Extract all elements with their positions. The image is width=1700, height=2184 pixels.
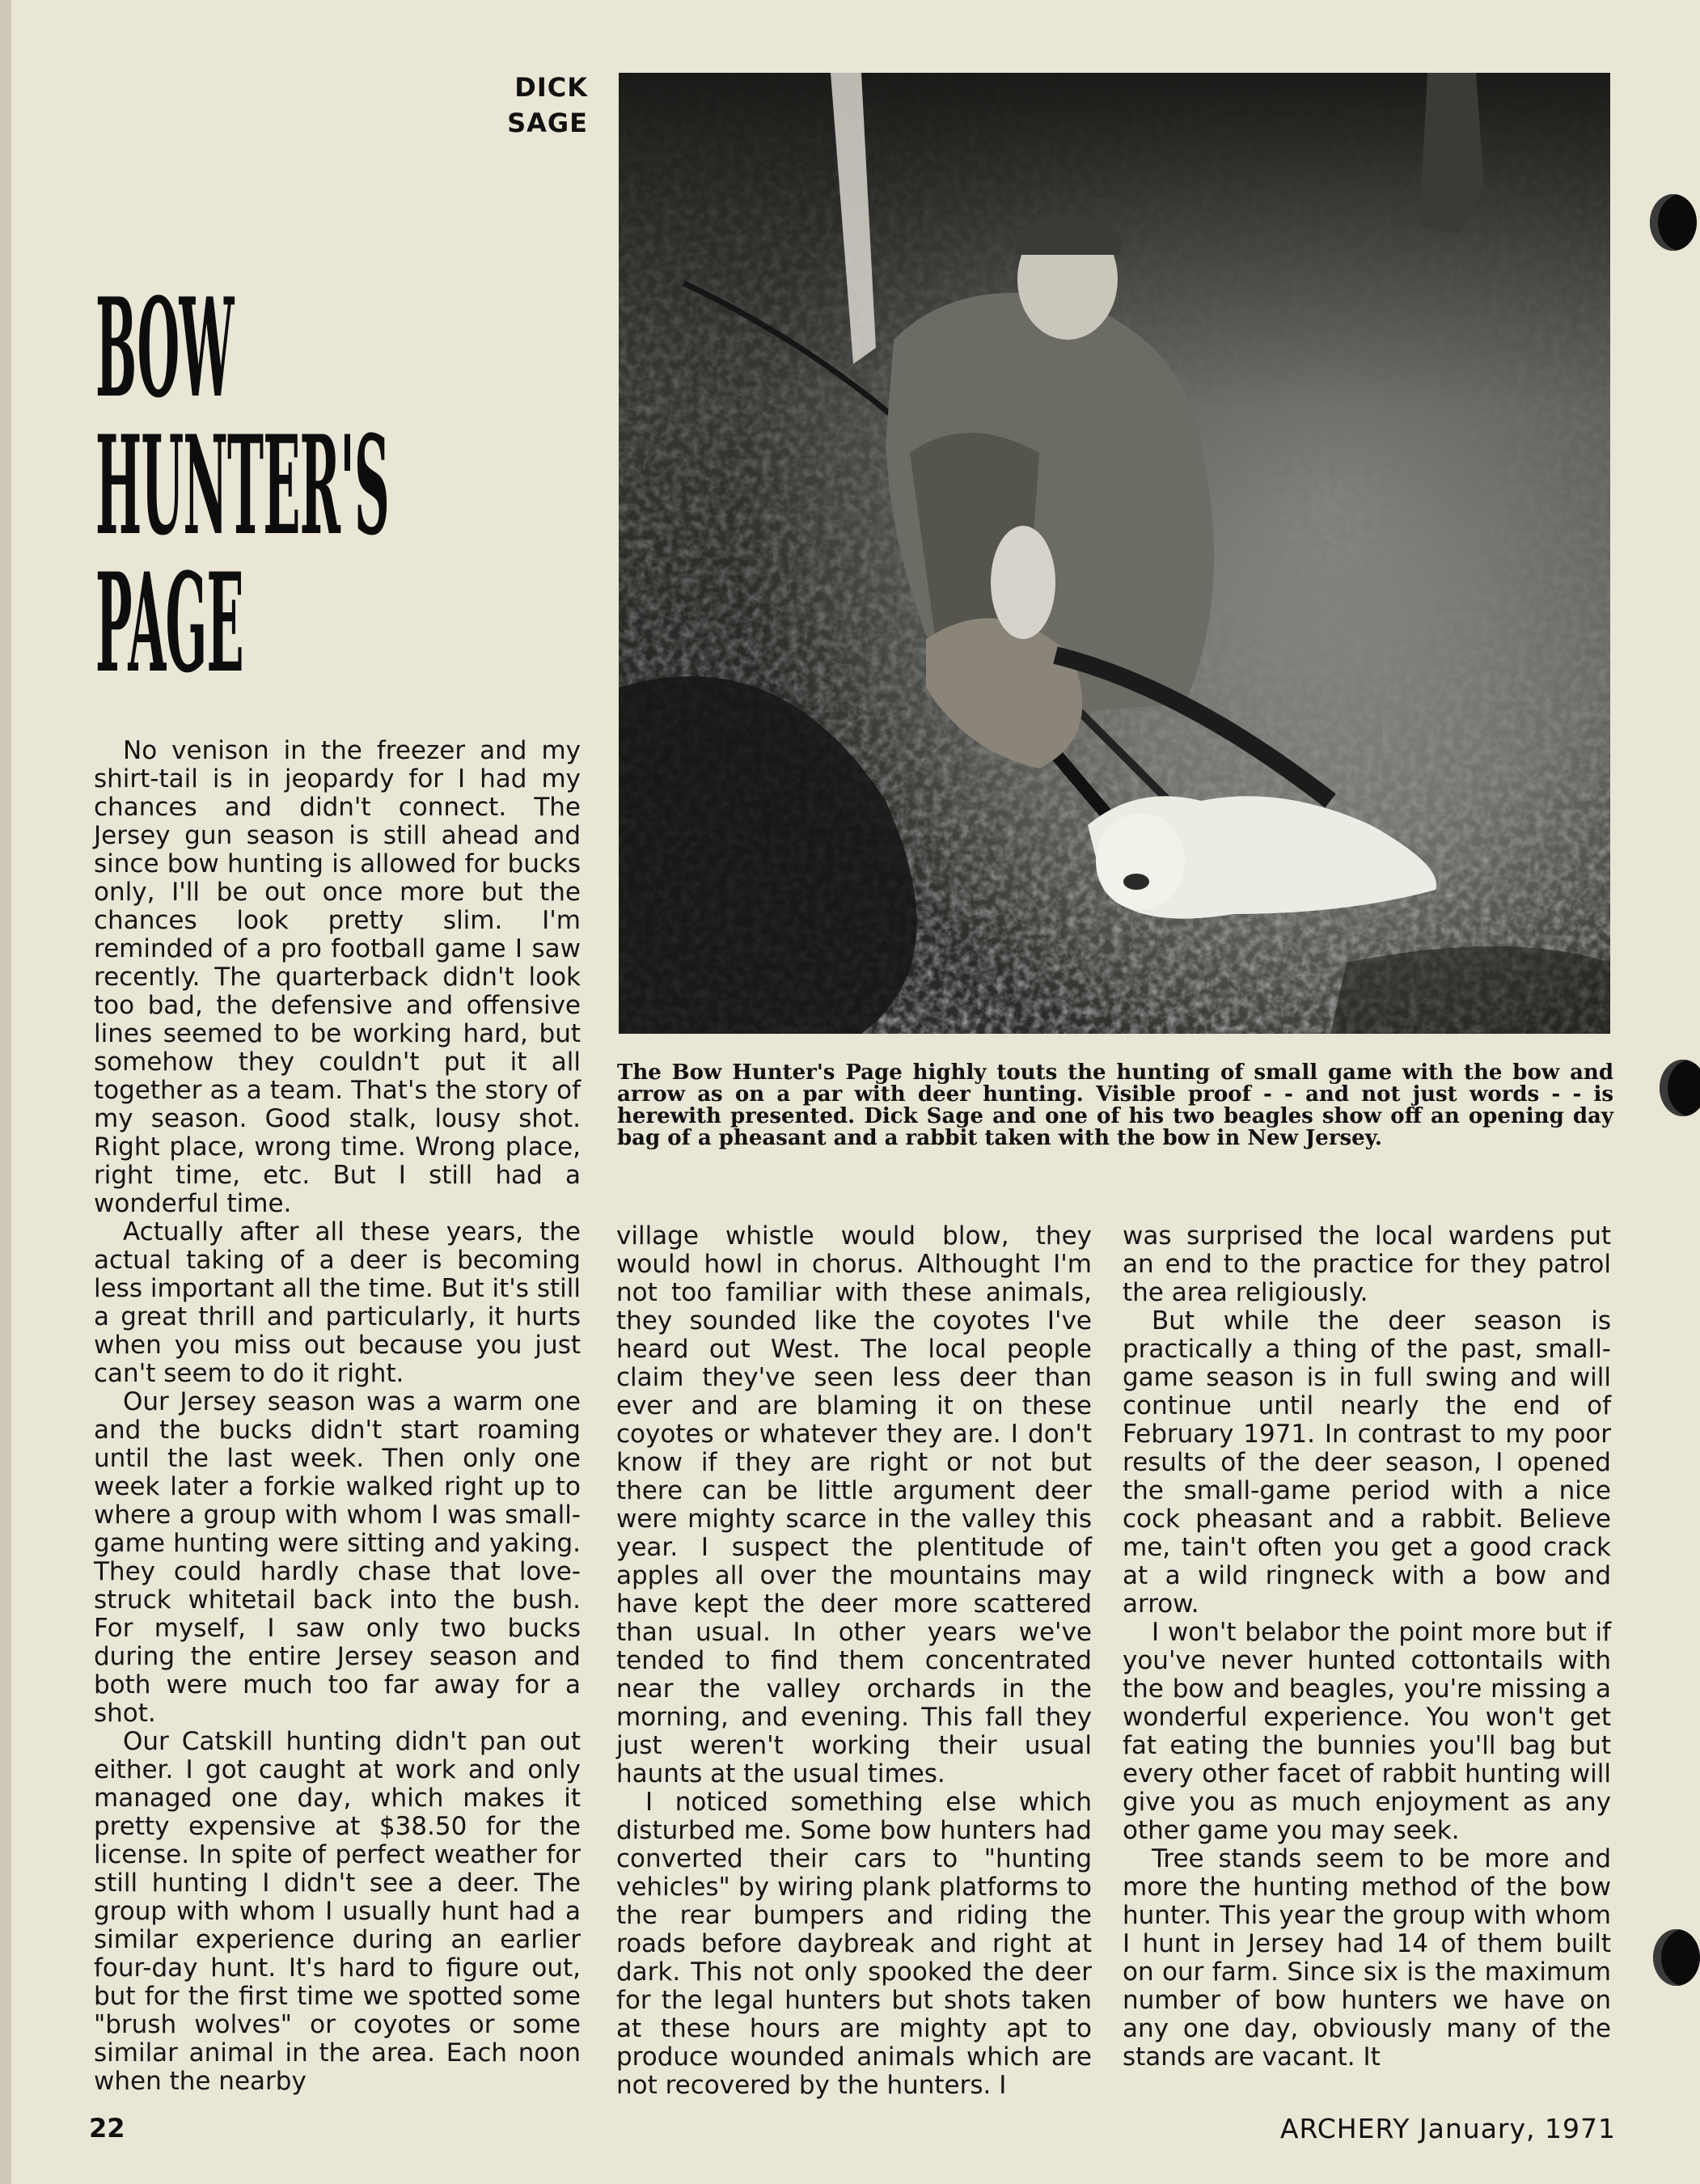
page-number: 22 [89,2113,125,2144]
paragraph: Actually after all these years, the actual taking of a deer is becoming less important all the time. But it's still a great thrill and particularly, it hurts when you miss out because you just can't seem to do it right. [94,1217,581,1388]
paragraph: village whistle would blow, they would howl in chorus. Althought I'm not too familiar with these animals, they sounded like the coyotes I've heard out West. The local people claim they've seen less deer than ever and are blaming it on these coyotes or whatever they are. I don't know if they are right or not but there can be little argument deer were mighty scarce in the valley this year. I suspect the plentitude of apples all over the mountains may have kept the deer more scattered than usual. In other years we've tended to find them concentrated near the valley orchards in the morning, and evening. This fall they just weren't working their usual haunts at the usual times. [616,1221,1092,1788]
article-column-3 [1123,1222,1611,2072]
paragraph: But while the deer season is practically a thing of the past, small-game season is in full swing and will continue until nearly the end of February 1971. In contrast to my poor results of the deer season, I opened the small-game period with a nice cock pheasant and a rabbit. Believe me, tain't often you get a good crack at a wild ringneck with a bow and arrow. [1123,1306,1611,1619]
title-line-3: PAGE [95,543,243,703]
binder-hole-icon [1653,1929,1700,1986]
photo-hunter-with-beagle [619,73,1610,1034]
paragraph: Tree stands seem to be more and more the hunting method of the bow hunter. This year the group with whom I hunt in Jersey had 14 of them built on our farm. Since six is the maximum number of bow hunters we have on any one day, obviously many of the stands are vacant. It [1123,1844,1611,2072]
binding-edge [0,0,11,2184]
paragraph: Our Jersey season was a warm one and the bucks didn't start roaming until the last week. Then only one week later a forkie walked right up to where a group with whom I was small-game hunting were sitting and yaking. They could hardly chase that love-struck whitetail back into the bush. For myself, I saw only two bucks during the entire Jersey season and both were much too far away for a shot. [94,1387,581,1728]
running-footer: ARCHERY January, 1971 [1279,2113,1616,2144]
paragraph: was surprised the local wardens put an end to the practice for they patrol the area religiously. [1123,1221,1611,1307]
binder-hole-icon [1660,1060,1700,1116]
byline-first: DICK [514,72,588,103]
article-column-2 [616,1222,1092,2100]
title-line-2: HUNTER'S [95,405,389,565]
paragraph: I won't belabor the point more but if you've never hunted cottontails with the bow and beagles, you're missing a wonderful experience. You won't get fat eating the bunnies you'll bag but every other facet of rabbit hunting will give you as much enjoyment as any other game you may seek. [1123,1618,1611,1845]
title-line-1: BOW [95,268,234,428]
photo-caption: The Bow Hunter's Page highly touts the hunting of small game with the bow and arrow as on a par with deer hunting. Visible proof - - and not just words - - is herewith presented. Dick Sage and one of his two beagles show off an opening day bag of a pheasant and a rabbit taken with the bow in New Jersey. [617,1060,1613,1150]
page-title [95,268,389,703]
byline-last: SAGE [507,108,588,138]
paragraph: I noticed something else which disturbed me. Some bow hunters had converted their cars to "hunting vehicles" by wiring plank platforms to the rear bumpers and riding the roads before daybreak and right at dark. This not only spooked the deer for the legal hunters but shots taken at these hours are mighty apt to produce wounded animals which are not recovered by the hunters. I [616,1788,1092,2100]
article-column-1 [94,737,581,2096]
paragraph: No venison in the freezer and my shirt-tail is in jeopardy for I had my chances and didn't connect. The Jersey gun season is still ahead and since bow hunting is allowed for bucks only, I'll be out once more but the chances look pretty slim. I'm reminded of a pro football game I saw recently. The quarterback didn't look too bad, the defensive and offensive lines seemed to be working hard, but somehow they couldn't put it all together as a team. That's the story of my season. Good stalk, lousy shot. Right place, wrong time. Wrong place, right time, etc. But I still had a wonderful time. [94,736,581,1218]
byline [507,70,588,141]
binder-hole-icon [1650,194,1697,251]
paragraph: Our Catskill hunting didn't pan out either. I got caught at work and only managed one day, which makes it pretty expensive at $38.50 for the license. In spite of perfect weather for still hunting I didn't see a deer. The group with whom I usually hunt had a similar experience during an earlier four-day hunt. It's hard to figure out, but for the first time we spotted some "brush wolves" or coyotes or some similar animal in the area. Each noon when the nearby [94,1727,581,2096]
